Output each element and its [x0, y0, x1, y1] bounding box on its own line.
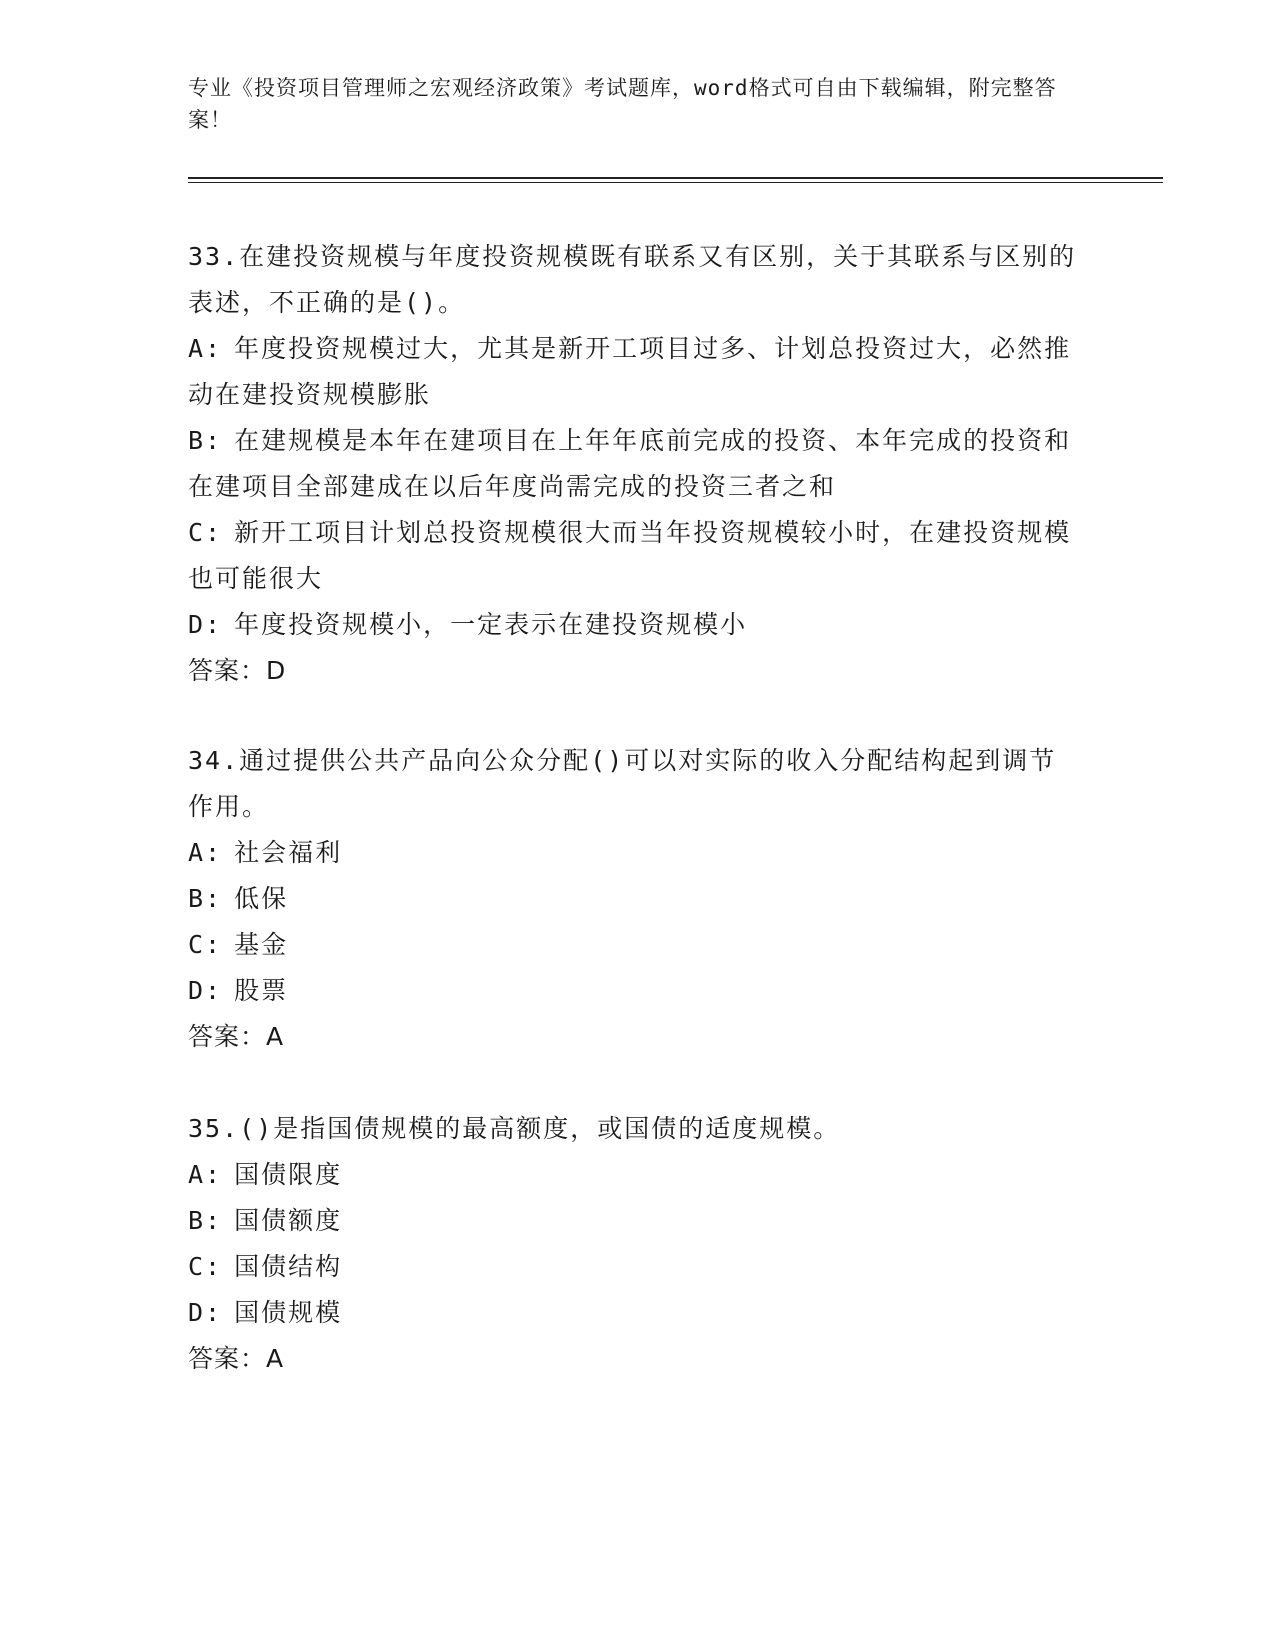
option-a: [188, 326, 1078, 418]
option-key: D:: [188, 1298, 223, 1327]
option-d: [188, 602, 1078, 648]
option-key: C:: [188, 518, 223, 547]
question-stem: 33.在建投资规模与年度投资规模既有联系又有区别，关于其联系与区别的表述，不正确的是()。: [188, 242, 1077, 317]
question-33: [188, 234, 1078, 694]
option-a: [188, 830, 1078, 876]
option-c: [188, 922, 1078, 968]
option-key: C:: [188, 930, 223, 959]
header-rule-thick: [188, 177, 1163, 179]
option-c: [188, 510, 1078, 602]
question-35: [188, 1106, 1078, 1382]
option-key: C:: [188, 1252, 223, 1281]
option-b: [188, 876, 1078, 922]
option-key: A:: [188, 1160, 223, 1189]
answer: 答案：A: [188, 1022, 285, 1051]
option-b: [188, 418, 1078, 510]
option-text: 社会福利: [234, 838, 343, 867]
option-key: A:: [188, 838, 223, 867]
option-text: 在建规模是本年在建项目在上年年底前完成的投资、本年完成的投资和在建项目全部建成在以后年度尚需完成的投资三者之和: [188, 426, 1072, 501]
option-text: 年度投资规模小，一定表示在建投资规模小: [234, 610, 748, 639]
option-text: 年度投资规模过大，尤其是新开工项目过多、计划总投资过大，必然推动在建投资规模膨胀: [188, 334, 1072, 409]
option-key: D:: [188, 610, 223, 639]
option-text: 股票: [234, 976, 289, 1005]
option-key: A:: [188, 334, 223, 363]
option-text: 国债结构: [234, 1252, 343, 1281]
option-a: [188, 1152, 1078, 1198]
option-text: 国债额度: [234, 1206, 343, 1235]
option-text: 低保: [234, 884, 289, 913]
option-c: [188, 1244, 1078, 1290]
option-key: B:: [188, 884, 223, 913]
option-key: B:: [188, 1206, 223, 1235]
option-text: 新开工项目计划总投资规模很大而当年投资规模较小时，在建投资规模也可能很大: [188, 518, 1072, 593]
option-d: [188, 1290, 1078, 1336]
option-text: 国债限度: [234, 1160, 343, 1189]
document-header: 专业《投资项目管理师之宏观经济政策》考试题库，word格式可自由下载编辑，附完整答案！: [188, 76, 1057, 132]
answer: 答案：D: [188, 656, 287, 685]
question-34: [188, 738, 1078, 1060]
option-b: [188, 1198, 1078, 1244]
header-rule-thin: [188, 182, 1163, 183]
option-key: D:: [188, 976, 223, 1005]
option-text: 国债规模: [234, 1298, 343, 1327]
option-key: B:: [188, 426, 223, 455]
option-d: [188, 968, 1078, 1014]
option-text: 基金: [234, 930, 289, 959]
answer: 答案：A: [188, 1344, 285, 1373]
question-stem: 34.通过提供公共产品向公众分配()可以对实际的收入分配结构起到调节作用。: [188, 746, 1057, 821]
question-stem: 35.()是指国债规模的最高额度，或国债的适度规模。: [188, 1114, 841, 1143]
